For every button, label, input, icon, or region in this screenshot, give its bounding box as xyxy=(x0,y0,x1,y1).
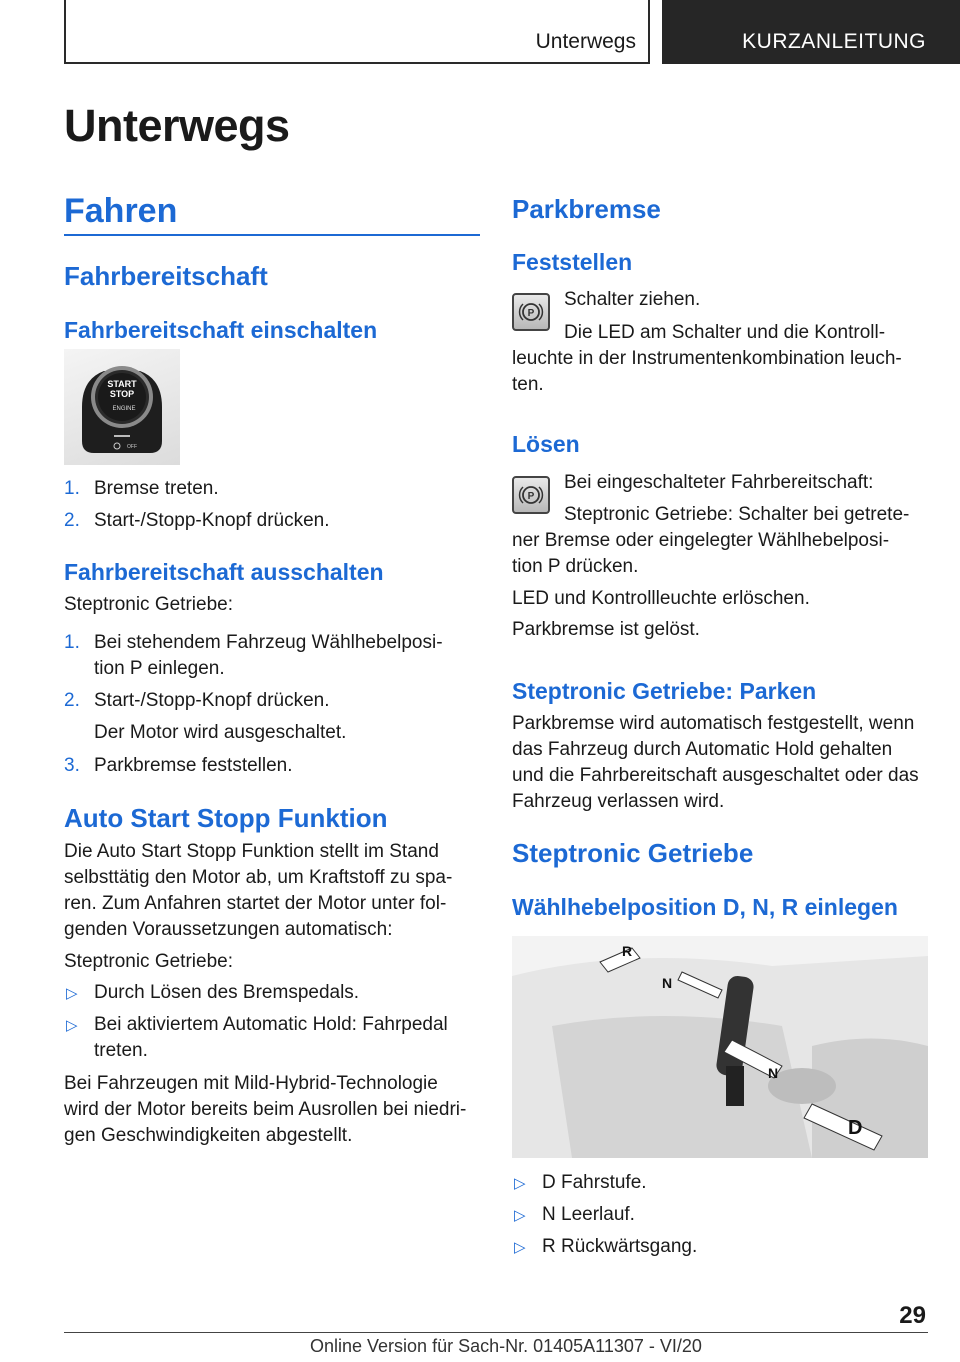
paragraph-line: tion P drücken. xyxy=(512,556,639,577)
bullet-text: D Fahrstufe. xyxy=(542,1172,647,1193)
paragraph-line: Steptronic Getriebe: Schalter bei getrete- xyxy=(564,504,910,525)
bullet-triangle-icon: ▷ xyxy=(514,1207,526,1224)
header-tab xyxy=(662,0,960,64)
parken-title: Steptronic Getriebe: Parken xyxy=(512,678,817,704)
paragraph-line: LED und Kontrollleuchte erlöschen. xyxy=(512,588,810,609)
engine-label: ENGINE xyxy=(112,406,136,412)
header-tab-label: KURZANLEITUNG xyxy=(742,30,926,53)
ausschalten-intro: Steptronic Getriebe: xyxy=(64,594,233,615)
start-stop-button-photo xyxy=(64,349,180,465)
paragraph-line: ner Bremse oder eingelegter Wählhebelposi- xyxy=(512,530,890,551)
svg-text:P: P xyxy=(527,308,535,319)
bullet-text: Bei aktiviertem Automatic Hold: Fahrpedal xyxy=(94,1014,448,1035)
step-text: Bremse treten. xyxy=(94,478,219,499)
paragraph-line: Die LED am Schalter und die Kontroll- xyxy=(564,322,886,343)
paragraph-line: selbsttätig den Motor ab, um Kraftstoff zu spa- xyxy=(64,867,453,888)
svg-text:P: P xyxy=(527,491,535,502)
gear-label-d: D xyxy=(848,1117,863,1139)
paragraph-line: gen Geschwindigkeiten abgestellt. xyxy=(64,1125,353,1146)
waehlhebel-title: Wählhebelposition D, N, R einlegen xyxy=(512,894,898,920)
gear-label-r: R xyxy=(622,943,633,959)
bullet-triangle-icon: ▷ xyxy=(66,985,78,1002)
gear-label-n: N xyxy=(768,1065,779,1081)
parkbremse-title: Parkbremse xyxy=(512,194,661,224)
paragraph-line: Bei Fahrzeugen mit Mild-Hybrid-Technologie xyxy=(64,1073,438,1094)
fahrbereitschaft-title: Fahrbereitschaft xyxy=(64,261,268,291)
paragraph-line: Parkbremse wird automatisch festgestellt, wenn xyxy=(512,713,915,734)
start-label: START xyxy=(107,379,137,389)
paragraph-line: Schalter ziehen. xyxy=(564,289,701,310)
step-number: 1. xyxy=(64,632,80,653)
bullet-triangle-icon: ▷ xyxy=(514,1175,526,1192)
off-label: OFF xyxy=(127,444,137,450)
step-text: Start-/Stopp-Knopf drücken. xyxy=(94,510,330,531)
steptronic-title: Steptronic Getriebe xyxy=(512,838,754,868)
page-number: 29 xyxy=(899,1302,926,1329)
paragraph-line: leuchte in der Instrumentenkombination leuch- xyxy=(512,348,902,369)
parking-brake-switch-icon xyxy=(512,293,550,331)
paragraph-line: Parkbremse ist gelöst. xyxy=(512,619,700,640)
step-number: 2. xyxy=(64,510,80,531)
ausschalten-title: Fahrbereitschaft ausschalten xyxy=(64,559,384,585)
einschalten-title: Fahrbereitschaft einschalten xyxy=(64,317,378,343)
step-text: Bei stehendem Fahrzeug Wählhebelposi- xyxy=(94,632,443,653)
step-text: Start-/Stopp-Knopf drücken. xyxy=(94,690,330,711)
paragraph-line: Die Auto Start Stopp Funktion stellt im Stand xyxy=(64,841,439,862)
step-text: Parkbremse feststellen. xyxy=(94,755,293,776)
auto-start-stopp-title: Auto Start Stopp Funktion xyxy=(64,803,388,833)
step-text: Der Motor wird ausgeschaltet. xyxy=(94,722,347,743)
bullet-text: N Leerlauf. xyxy=(542,1204,635,1225)
start-stop-button-icon xyxy=(64,349,180,465)
stop-label: STOP xyxy=(109,389,135,399)
step-text: tion P einlegen. xyxy=(94,658,225,679)
step-number: 1. xyxy=(64,478,80,499)
bullet-triangle-icon: ▷ xyxy=(514,1239,526,1256)
paragraph-line: und die Fahrbereitschaft ausgeschaltet oder das xyxy=(512,765,919,786)
gear-label-n-top: N xyxy=(662,975,673,991)
loesen-title: Lösen xyxy=(512,431,580,457)
paragraph-line: Bei eingeschalteter Fahrbereitschaft: xyxy=(564,472,874,493)
step-number: 2. xyxy=(64,690,80,711)
gear-selector-illustration xyxy=(512,936,928,1158)
gear-selector-photo xyxy=(512,936,928,1158)
footer-text: Online Version für Sach-Nr. 01405A11307 - VI/20 xyxy=(310,1336,702,1356)
step-number: 3. xyxy=(64,755,80,776)
bullet-text: treten. xyxy=(94,1040,148,1061)
bullet-text: Durch Lösen des Bremspedals. xyxy=(94,982,360,1003)
bullet-triangle-icon: ▷ xyxy=(66,1017,78,1034)
paragraph-line: das Fahrzeug durch Automatic Hold gehalten xyxy=(512,739,893,760)
footer-rule xyxy=(64,1332,928,1333)
parking-brake-switch-icon xyxy=(512,476,550,514)
bullet-text: R Rückwärtsgang. xyxy=(542,1236,698,1257)
fahren-title: Fahren xyxy=(64,192,178,230)
auto-intro: Steptronic Getriebe: xyxy=(64,951,233,972)
paragraph-line: wird der Motor bereits beim Ausrollen bei niedri- xyxy=(64,1099,467,1120)
paragraph-line: genden Voraussetzungen automatisch: xyxy=(64,919,393,940)
page-title: Unterwegs xyxy=(64,100,290,151)
header-section-label: Unterwegs xyxy=(535,30,636,53)
paragraph-line: ten. xyxy=(512,374,544,395)
paragraph-line: Fahrzeug verlassen wird. xyxy=(512,791,725,812)
paragraph-line: ren. Zum Anfahren startet der Motor unter fol- xyxy=(64,893,447,914)
feststellen-title: Feststellen xyxy=(512,249,633,275)
fahren-rule xyxy=(64,234,480,236)
